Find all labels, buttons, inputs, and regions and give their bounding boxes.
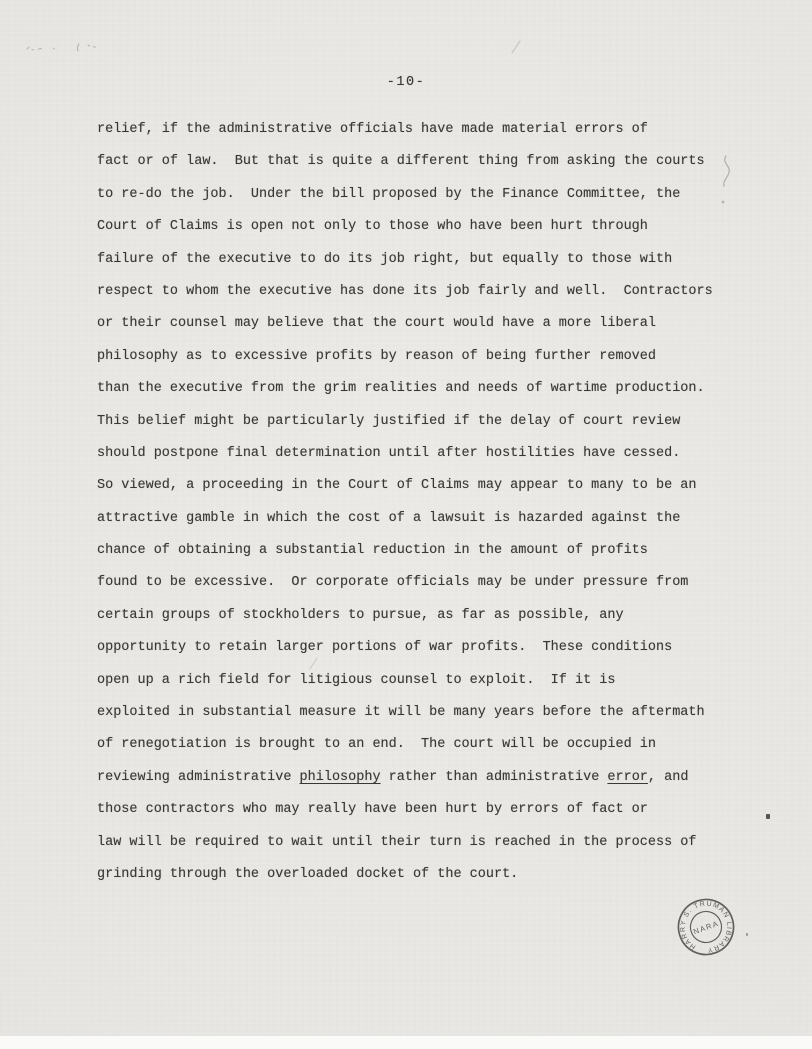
scan-bottom-edge	[0, 1036, 812, 1049]
ink-speck-small	[746, 933, 748, 936]
pencil-mark-slash-mid	[306, 656, 320, 672]
document-line	[97, 794, 757, 826]
ink-speck	[766, 814, 770, 819]
text-segment: of renegotiation is brought to an end. The court will be occupied in	[97, 737, 656, 753]
text-segment: or their counsel may believe that the court would have a more liberal	[97, 316, 656, 332]
document-line	[97, 211, 757, 243]
text-segment: So viewed, a proceeding in the Court of Claims may appear to many to be an	[97, 478, 697, 494]
text-segment: exploited in substantial measure it will be many years before the aftermath	[97, 705, 705, 721]
document-line	[97, 762, 757, 794]
document-line	[97, 859, 757, 891]
document-line	[97, 114, 757, 146]
text-segment: philosophy as to excessive profits by reason of being further removed	[97, 348, 656, 364]
text-segment: reviewing administrative	[97, 769, 300, 785]
text-segment: , and	[647, 769, 689, 785]
text-segment: fact or of law. But that is quite a different thing from asking the courts	[97, 154, 705, 170]
document-line	[97, 244, 757, 276]
document-line	[97, 535, 757, 567]
text-segment: Court of Claims is open not only to those who have been hurt through	[97, 219, 648, 235]
text-segment: attractive gamble in which the cost of a lawsuit is hazarded against the	[97, 510, 681, 526]
page-number: -10-	[386, 75, 426, 90]
text-segment: those contractors who may really have been hurt by errors of fact or	[97, 802, 648, 818]
text-segment: found to be excessive. Or corporate officials may be under pressure from	[97, 575, 689, 591]
document-line	[97, 697, 757, 729]
text-segment: certain groups of stockholders to pursue, as far as possible, any	[97, 607, 624, 623]
document-line	[97, 665, 757, 697]
document-line	[97, 146, 757, 178]
text-segment: should postpone final determination until after hostilities have cessed.	[97, 445, 681, 461]
text-segment: to re-do the job. Under the bill proposed by the Finance Committee, the	[97, 186, 681, 202]
document-line	[97, 276, 757, 308]
text-segment: than the executive from the grim realities and needs of wartime production.	[97, 381, 705, 397]
document-body	[97, 114, 757, 891]
document-line	[97, 373, 757, 405]
pencil-mark-right-margin	[714, 152, 736, 214]
document-line	[97, 503, 757, 535]
document-line	[97, 600, 757, 632]
text-segment: open up a rich field for litigious counsel to exploit. If it is	[97, 672, 616, 688]
document-line	[97, 729, 757, 761]
document-line	[97, 827, 757, 859]
text-segment: law will be required to wait until their turn is reached in the process of	[97, 834, 697, 850]
pencil-mark-slash-top	[508, 38, 524, 56]
text-segment: relief, if the administrative officials have made material errors of	[97, 122, 648, 137]
document-line	[97, 470, 757, 502]
stamp-ring-text: HARRY S. TRUMAN LIBRARY	[679, 900, 733, 954]
text-segment: respect to whom the executive has done its job fairly and well. Contractors	[97, 283, 713, 299]
text-segment: rather than administrative	[380, 769, 608, 785]
document-line	[97, 567, 757, 599]
document-line	[97, 179, 757, 211]
document-line	[97, 308, 757, 340]
text-segment: chance of obtaining a substantial reduction in the amount of profits	[97, 543, 648, 559]
document-line	[97, 341, 757, 373]
text-segment: opportunity to retain larger portions of war profits. These conditions	[97, 640, 673, 656]
underlined-text: error	[607, 769, 648, 785]
document-line	[97, 438, 757, 470]
text-segment: grinding through the overloaded docket of the court.	[97, 866, 519, 882]
underlined-text: philosophy	[299, 769, 381, 785]
text-segment: failure of the executive to do its job right, but equally to those with	[97, 251, 673, 267]
pencil-mark-top-left	[22, 36, 114, 60]
text-segment: This belief might be particularly justified if the delay of court review	[97, 413, 681, 429]
document-line	[97, 406, 757, 438]
stamp-center-text: NARA	[692, 918, 721, 937]
document-line	[97, 632, 757, 664]
